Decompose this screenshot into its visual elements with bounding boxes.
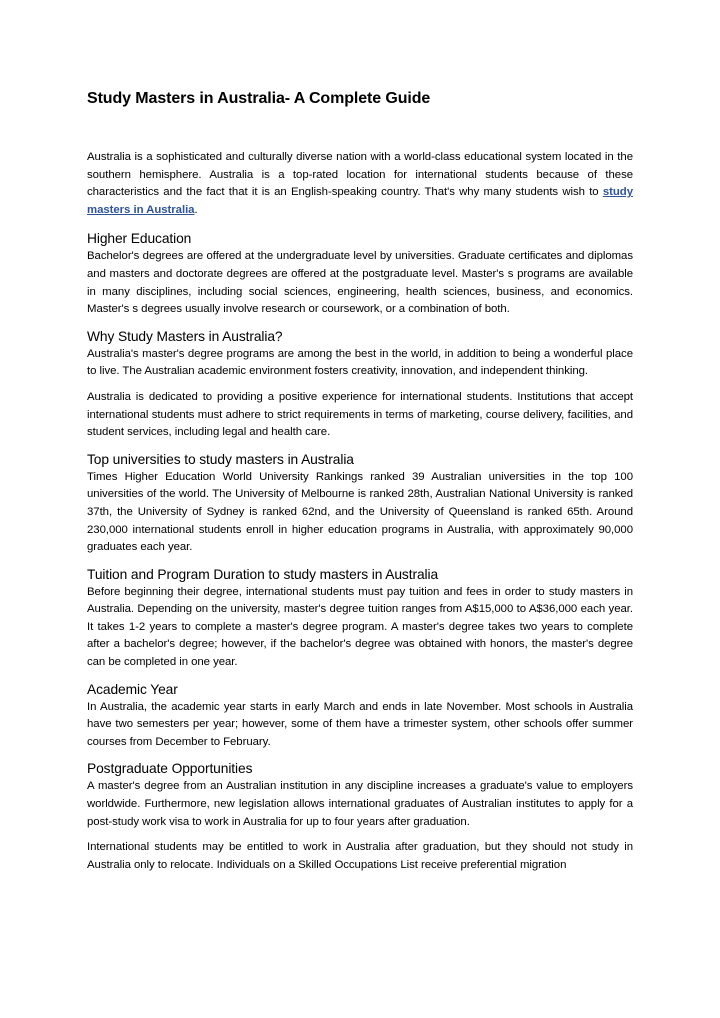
paragraph-postgraduate-2: International students may be entitled to work in Australia after graduation, but they should not study in Australia only to relocate. Individuals on a Skilled Occupations List receive preferential migration bbox=[87, 841, 633, 871]
heading-postgraduate: Postgraduate Opportunities bbox=[87, 761, 253, 777]
document-title: Study Masters in Australia- A Complete Guide bbox=[87, 90, 431, 107]
paragraph-why-study-1: Australia's master's degree programs are among the best in the world, in addition to being a wonderful place to live. The Australian academic environment fosters creativity, innovation, and independent thinking. bbox=[87, 347, 633, 378]
intro-paragraph bbox=[87, 149, 633, 219]
heading-tuition: Tuition and Program Duration to study masters in Australia bbox=[87, 566, 439, 582]
paragraph-higher-education: Bachelor's degrees are offered at the undergraduate level by universities. Graduate certificates and diplomas and masters and doctorate degrees are offered at the postgraduate level. Master's s programs are available in many disciplines, including social sciences, engineering, health sciences, business, and economics. Master's s degrees usually involve research or coursework, or a combination of both. bbox=[87, 250, 633, 316]
paragraph-postgraduate-1: A master's degree from an Australian institution in any discipline increases a graduate's value to employers worldwide. Furthermore, new legislation allows international graduates of Australian institutes to apply for a post-study work visa to work in Australia for up to four years after graduation. bbox=[87, 780, 633, 828]
document-body bbox=[87, 149, 633, 882]
paragraph-top-universities: Times Higher Education World University Rankings ranked 39 Australian universities in the top 100 universities of the world. The University of Melbourne is ranked 28th, Australian National University is ranked 37th, the University of Sydney is ranked 62nd, and the University of Queensland is ranked 65th. Around 230,000 international students enroll in higher education programs in Australia, with approximately 90,000 graduates each year. bbox=[87, 470, 633, 554]
paragraph-why-study-2: Australia is dedicated to providing a positive experience for international students. Institutions that accept international students must adhere to strict requirements in terms of marketing, course delivery, facilities, and student services, including legal and health care. bbox=[87, 390, 633, 439]
paragraph-tuition: Before beginning their degree, international students must pay tuition and fees in order to study masters in Australia. Depending on the university, master's degree tuition ranges from A$15,000 to A$36,000 each year. It takes 1-2 years to complete a master's degree program. A master's degree takes two years to complete after a bachelor's degree; however, if the bachelor's degree was obtained with honors, the master's degree can be completed in one year. bbox=[87, 585, 633, 669]
heading-why-study: Why Study Masters in Australia? bbox=[87, 328, 283, 344]
intro-after-link: . bbox=[194, 203, 198, 216]
study-masters-link[interactable]: study masters in Australia bbox=[87, 186, 633, 216]
intro-text: Australia is a sophisticated and culturally diverse nation with a world-class educational system located in the southern hemisphere. Australia is a top-rated location for international students because of these characteristics and the fact that it is an English-speaking country. That's why many students wish to bbox=[87, 151, 633, 199]
heading-top-universities: Top universities to study masters in Australia bbox=[87, 451, 354, 467]
heading-academic-year: Academic Year bbox=[87, 681, 178, 697]
heading-higher-education: Higher Education bbox=[87, 231, 192, 247]
paragraph-academic-year: In Australia, the academic year starts in early March and ends in late November. Most schools in Australia have two semesters per year; however, some of them have a trimester system, other schools offer summer courses from December to February. bbox=[87, 700, 633, 748]
